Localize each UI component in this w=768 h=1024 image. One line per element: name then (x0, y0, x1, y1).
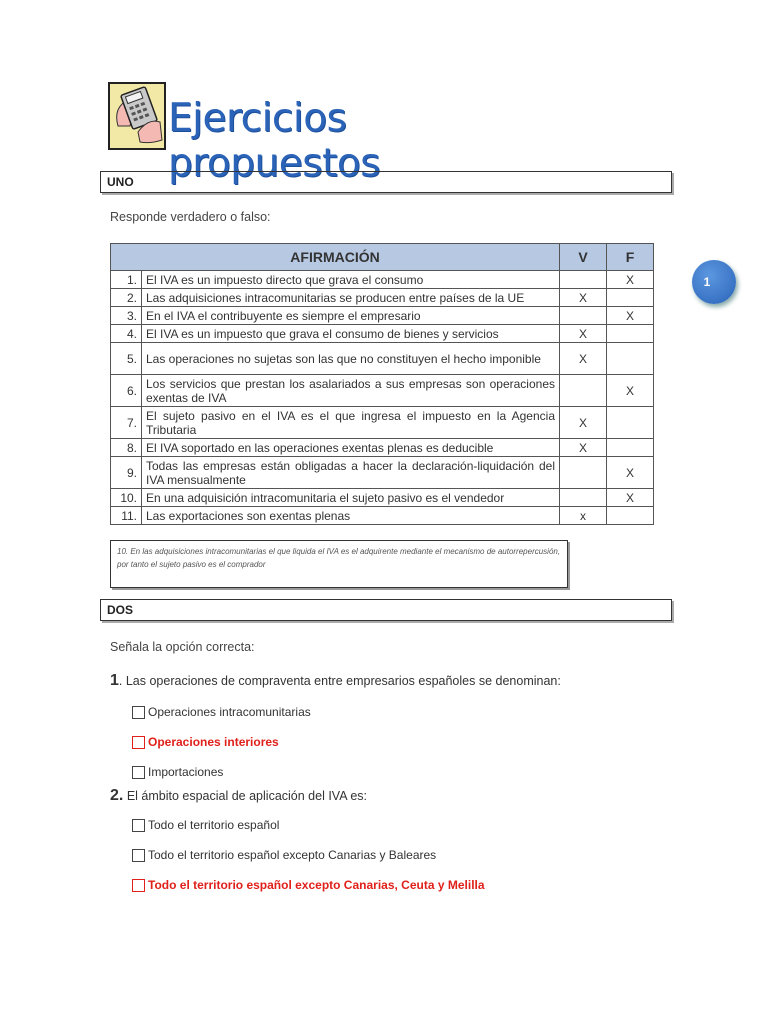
row-number: 5. (111, 343, 142, 375)
falso-mark (607, 439, 654, 457)
table-row (111, 489, 654, 507)
question-text: El ámbito espacial de aplicación del IVA es: (123, 789, 368, 803)
option-q2-b[interactable] (132, 848, 436, 862)
table-row (111, 439, 654, 457)
row-number: 3. (111, 307, 142, 325)
checkbox[interactable] (132, 706, 145, 719)
question-1 (110, 672, 561, 690)
verdadero-mark (560, 271, 607, 289)
option-q2-c[interactable] (132, 878, 485, 892)
verdadero-mark (560, 489, 607, 507)
checkbox[interactable] (132, 819, 145, 832)
statement-text: El IVA es un impuesto que grava el consumo de bienes y servicios (142, 325, 560, 343)
verdadero-mark (560, 457, 607, 489)
row-number: 7. (111, 407, 142, 439)
statement-text: Las exportaciones son exentas plenas (142, 507, 560, 525)
option-label: Operaciones interiores (148, 735, 279, 749)
statement-text: El sujeto pasivo en el IVA es el que ingresa el impuesto en la Agencia Tributaria (142, 407, 560, 439)
row-number: 2. (111, 289, 142, 307)
option-label: Todo el territorio español excepto Canarias, Ceuta y Melilla (148, 878, 485, 892)
option-q2-a[interactable] (132, 818, 279, 832)
row-number: 8. (111, 439, 142, 457)
row-number: 10. (111, 489, 142, 507)
verdadero-mark (560, 375, 607, 407)
verdadero-mark (560, 307, 607, 325)
row-number: 4. (111, 325, 142, 343)
checkbox[interactable] (132, 736, 145, 749)
checkbox[interactable] (132, 849, 145, 862)
option-label: Todo el territorio español excepto Canarias y Baleares (148, 848, 437, 862)
table-row (111, 271, 654, 289)
statement-text: Las operaciones no sujetas son las que no constituyen el hecho imponible (142, 343, 560, 375)
row-number: 11. (111, 507, 142, 525)
section-uno-instruction: Responde verdadero o falso: (110, 210, 271, 224)
page-title: Ejercicios propuestos (168, 96, 381, 186)
statement-text: Los servicios que prestan los asalariados a sus empresas son operaciones exentas de IVA (142, 375, 560, 407)
verdadero-mark: X (560, 439, 607, 457)
statement-text: El IVA es un impuesto directo que grava el consumo (142, 271, 560, 289)
falso-mark: X (607, 375, 654, 407)
section-uno-header: UNO (100, 171, 672, 193)
table-row (111, 325, 654, 343)
table-row (111, 507, 654, 525)
statement-text: En una adquisición intracomunitaria el sujeto pasivo es el vendedor (142, 489, 560, 507)
row-number: 9. (111, 457, 142, 489)
verdadero-mark: X (560, 325, 607, 343)
header-verdadero: V (560, 244, 607, 271)
falso-mark (607, 407, 654, 439)
table-row (111, 375, 654, 407)
question-text: . Las operaciones de compraventa entre empresarios españoles se denominan: (118, 674, 561, 688)
falso-mark: X (607, 489, 654, 507)
option-q1-a[interactable] (132, 705, 311, 719)
statements-table (110, 243, 654, 525)
table-row (111, 407, 654, 439)
section-dos-instruction: Señala la opción correcta: (110, 640, 255, 654)
verdadero-mark: X (560, 343, 607, 375)
verdadero-mark: X (560, 289, 607, 307)
statement-text: En el IVA el contribuyente es siempre el empresario (142, 307, 560, 325)
falso-mark: X (607, 307, 654, 325)
statement-text: El IVA soportado en las operaciones exentas plenas es deducible (142, 439, 560, 457)
statement-text: Las adquisiciones intracomunitarias se producen entre países de la UE (142, 289, 560, 307)
question-2 (110, 787, 367, 805)
answer-note: 10. En las adquisiciones intracomunitarias el que liquida el IVA es el adquirente mediante el mecanismo de autorrepercusión, por tanto el sujeto pasivo es el comprador (110, 540, 568, 588)
falso-mark: X (607, 271, 654, 289)
checkbox[interactable] (132, 879, 145, 892)
option-q1-c[interactable] (132, 765, 223, 779)
option-q1-b[interactable] (132, 735, 279, 749)
header-afirmacion: AFIRMACIÓN (111, 244, 560, 271)
section-dos-header: DOS (100, 599, 672, 621)
verdadero-mark: x (560, 507, 607, 525)
falso-mark (607, 325, 654, 343)
option-label: Operaciones intracomunitarias (148, 705, 311, 719)
table-row (111, 307, 654, 325)
falso-mark: X (607, 457, 654, 489)
question-number: 2. (110, 787, 124, 804)
option-label: Importaciones (148, 765, 224, 779)
checkbox[interactable] (132, 766, 145, 779)
statement-text: Todas las empresas están obligadas a hacer la declaración-liquidación del IVA mensualmente (142, 457, 560, 489)
table-row (111, 289, 654, 307)
falso-mark (607, 289, 654, 307)
header-falso: F (607, 244, 654, 271)
table-row (111, 343, 654, 375)
table-row (111, 457, 654, 489)
falso-mark (607, 343, 654, 375)
row-number: 1. (111, 271, 142, 289)
page-number-badge: 1 (692, 260, 736, 304)
calculator-icon (108, 82, 166, 150)
verdadero-mark: X (560, 407, 607, 439)
falso-mark (607, 507, 654, 525)
row-number: 6. (111, 375, 142, 407)
question-number: 1 (110, 672, 119, 689)
option-label: Todo el territorio español (148, 818, 280, 832)
